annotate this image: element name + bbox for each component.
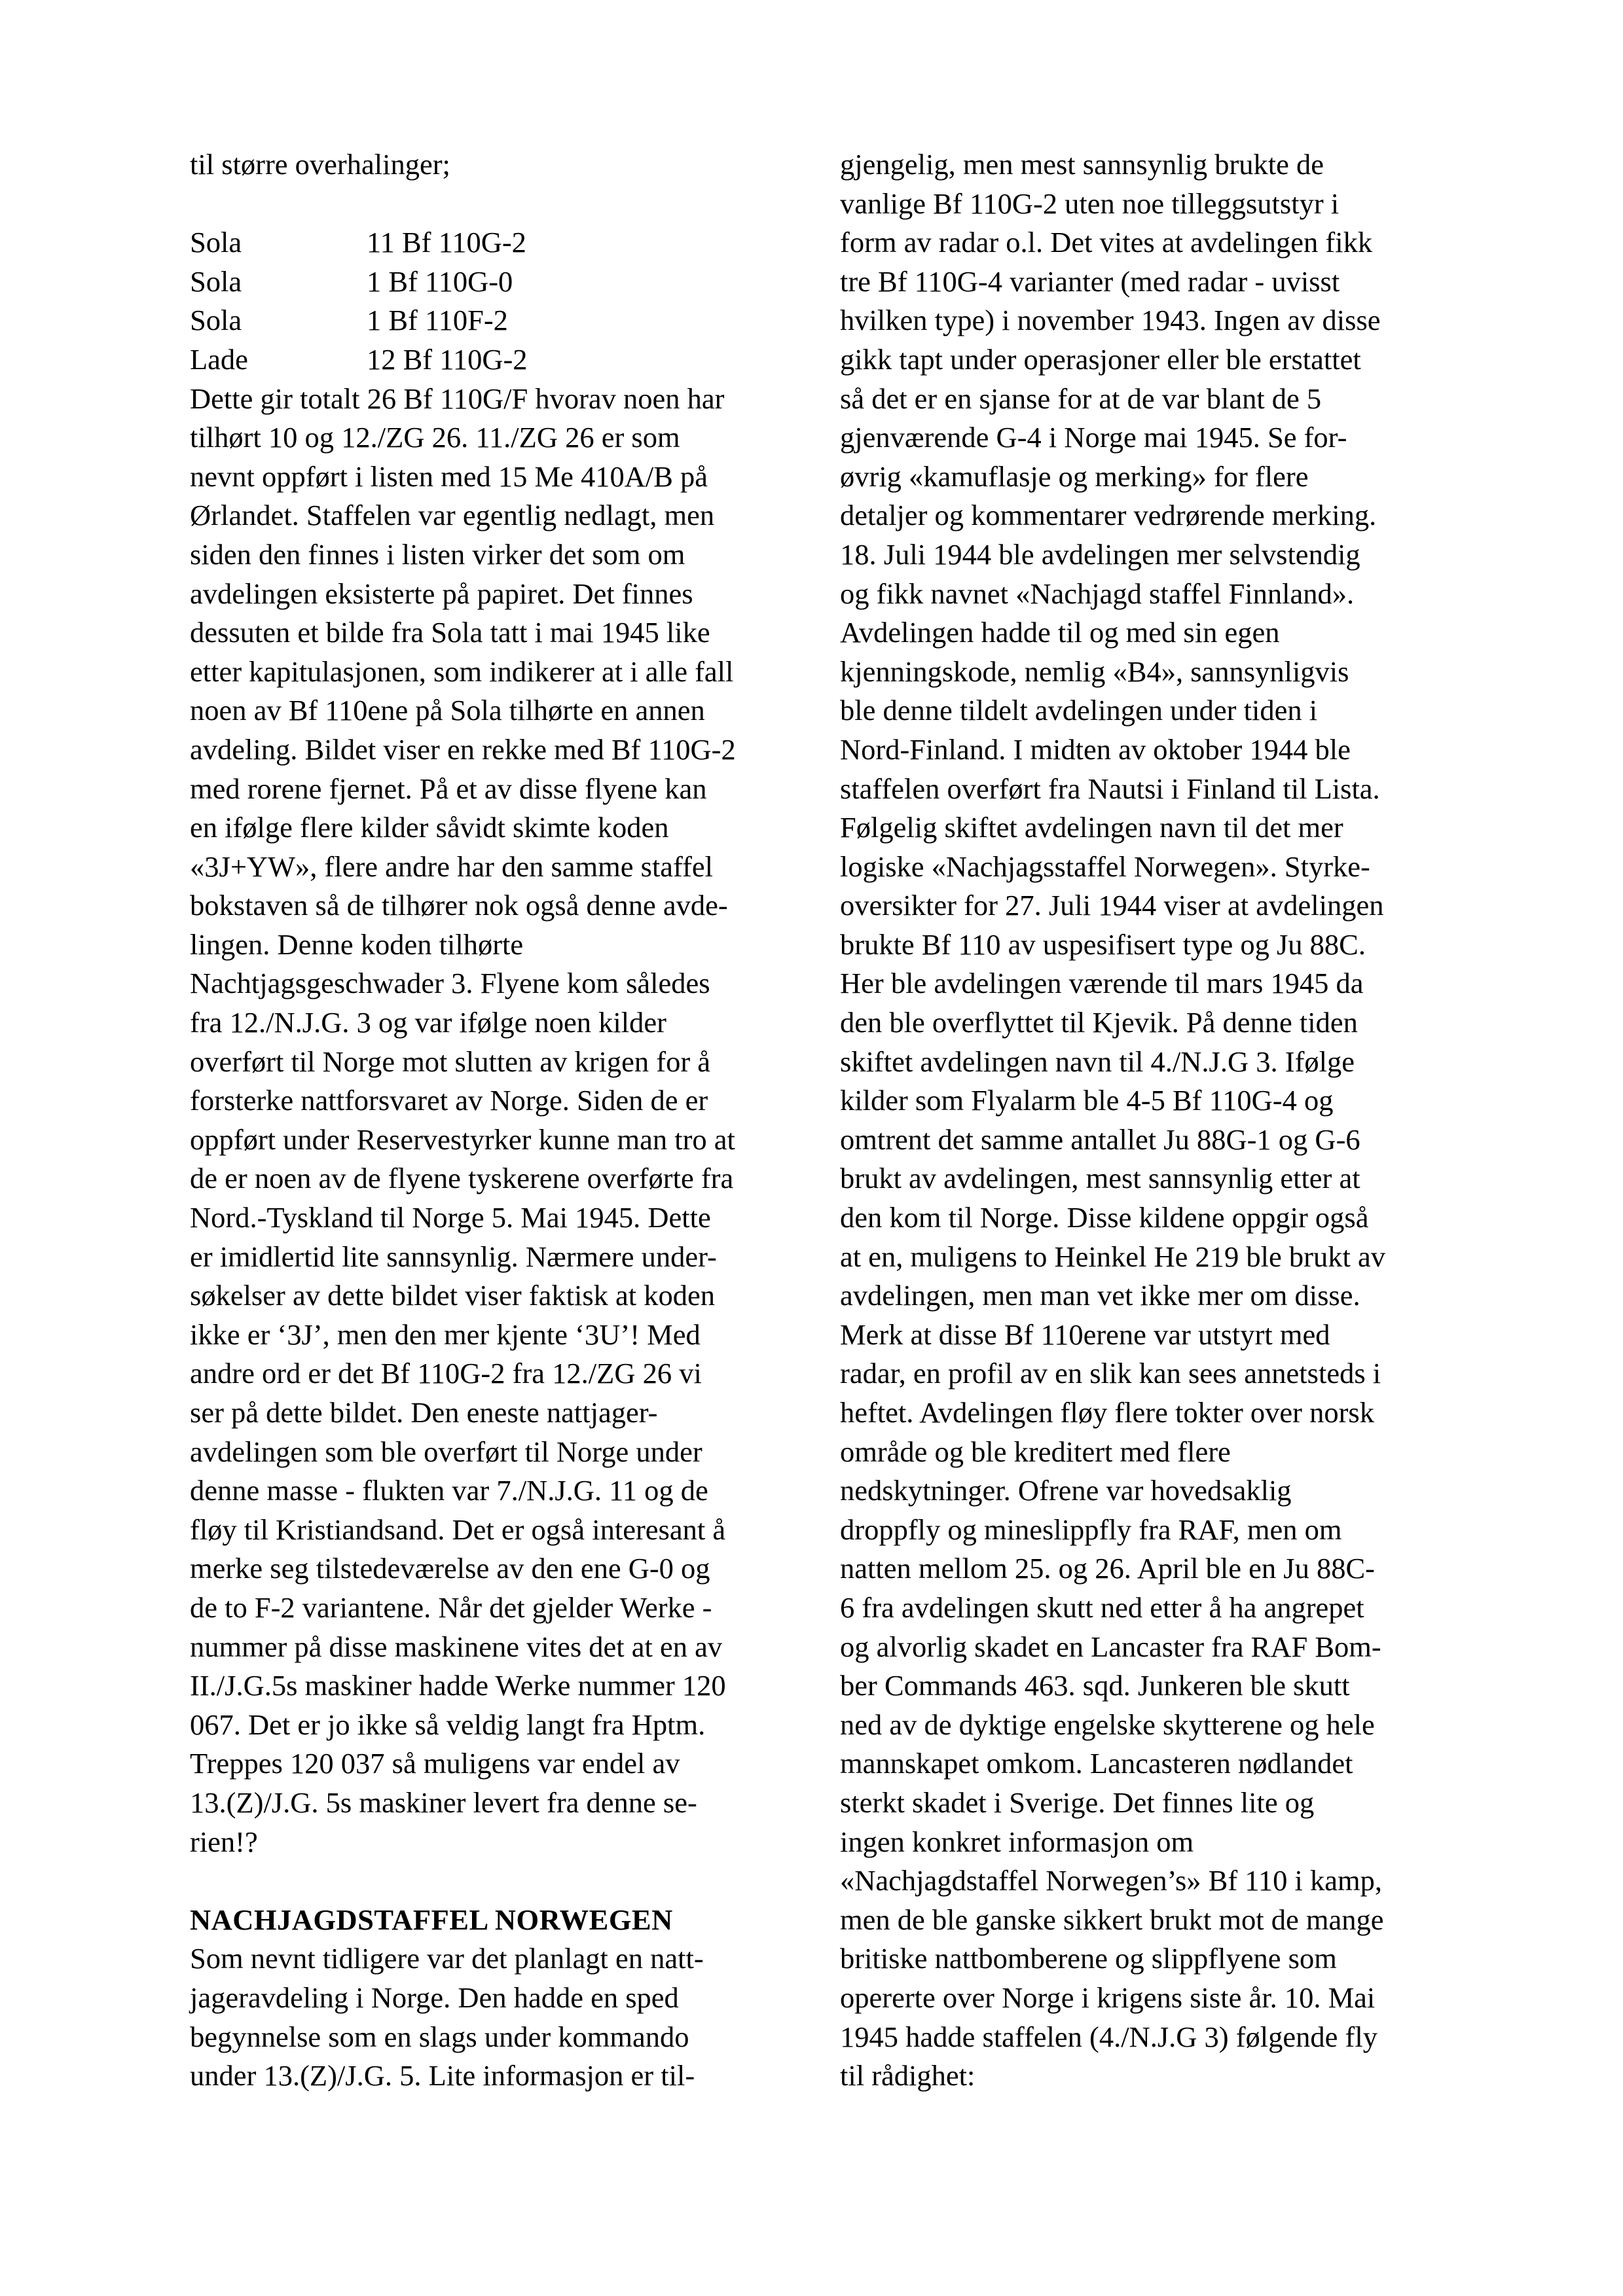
text-line: brukt av avdelingen, mest sannsynlig etter at	[840, 1162, 1360, 1195]
text-line: gjenværende G-4 i Norge mai 1945. Se for-	[840, 421, 1347, 454]
text-line: tilhørt 10 og 12./ZG 26. 11./ZG 26 er som	[190, 421, 680, 454]
left-column	[190, 145, 805, 2096]
text-line: nedskytninger. Ofrene var hovedsaklig	[840, 1474, 1292, 1507]
text-line: kjenningskode, nemlig «B4», sannsynligvis	[840, 655, 1349, 688]
text-line: «3J+YW», flere andre har den samme staffel	[190, 850, 714, 883]
text-line: under 13.(Z)/J.G. 5. Lite informasjon er til-	[190, 2059, 695, 2092]
section-paragraph	[190, 1939, 805, 2095]
text-line: med rorene fjernet. På et av disse flyene kan	[190, 772, 707, 805]
aircraft-count: 11 Bf 110G-2	[367, 226, 526, 259]
aircraft-count: 1 Bf 110F-2	[367, 304, 508, 337]
text-line: opererte over Norge i krigens siste år. 10. Mai	[840, 1981, 1376, 2014]
airbase-name: Sola	[190, 264, 242, 298]
text-line: rien!?	[190, 1825, 258, 1858]
text-line: avdelingen, men man vet ikke mer om disse.	[840, 1279, 1360, 1312]
text-line: II./J.G.5s maskiner hadde Werke nummer 120	[190, 1669, 726, 1702]
text-line: fløy til Kristiandsand. Det er også interesant å	[190, 1513, 726, 1546]
text-line: og alvorlig skadet en Lancaster fra RAF Bom-	[840, 1630, 1381, 1663]
text-line: Ørlandet. Staffelen var egentlig nedlagt, men	[190, 499, 715, 532]
text-line: Avdelingen hadde til og med sin egen	[840, 616, 1280, 649]
text-line: merke seg tilstedeværelse av den ene G-0 og	[190, 1552, 710, 1585]
text-line: etter kapitulasjonen, som indikerer at i alle fall	[190, 655, 734, 688]
text-line: form av radar o.l. Det vites at avdelingen fikk	[840, 226, 1373, 259]
text-line: en ifølge flere kilder såvidt skimte koden	[190, 811, 669, 844]
spacer	[190, 1861, 805, 1901]
text-line: natten mellom 25. og 26. April ble en Ju 88C-	[840, 1552, 1375, 1585]
intro-line: til større overhalinger;	[190, 148, 450, 181]
text-line: «Nachjagdstaffel Norwegen’s» Bf 110 i kamp,	[840, 1864, 1382, 1897]
text-line: andre ord er det Bf 110G-2 fra 12./ZG 26 vi	[190, 1357, 702, 1390]
text-line: men de ble ganske sikkert brukt mot de mange	[840, 1903, 1384, 1936]
airbase-name: Sola	[190, 226, 242, 259]
right-column	[840, 145, 1455, 2096]
text-line: hvilken type) i november 1943. Ingen av disse	[840, 304, 1381, 337]
text-line: vanlige Bf 110G-2 uten noe tilleggsutstyr i	[840, 187, 1340, 220]
text-line: den kom til Norge. Disse kildene oppgir også	[840, 1201, 1369, 1234]
text-line: radar, en profil av en slik kan sees annetsteds i	[840, 1357, 1381, 1390]
text-line: Merk at disse Bf 110erene var utstyrt med	[840, 1318, 1330, 1351]
text-line: er imidlertid lite sannsynlig. Nærmere under-	[190, 1240, 717, 1273]
text-line: detaljer og kommentarer vedrørende merking.	[840, 499, 1377, 532]
text-line: droppfly og mineslippfly fra RAF, men om	[840, 1513, 1342, 1546]
text-line: avdeling. Bildet viser en rekke med Bf 110G-2	[190, 732, 736, 766]
text-line: øvrig «kamuflasje og merking» for flere	[840, 459, 1309, 493]
airbase-list	[190, 223, 805, 379]
text-line: Dette gir totalt 26 Bf 110G/F hvorav noen har	[190, 382, 725, 415]
body-paragraph	[190, 380, 805, 1862]
aircraft-count: 12 Bf 110G-2	[367, 342, 528, 376]
text-line: oversikter for 27. Juli 1944 viser at avdelingen	[840, 889, 1384, 922]
text-line: avdelingen eksisterte på papiret. Det finnes	[190, 577, 693, 610]
text-line: logiske «Nachjagsstaffel Norwegen». Styrke-	[840, 850, 1370, 883]
text-line: dessuten et bilde fra Sola tatt i mai 1945 like	[190, 616, 710, 649]
text-line: ber Commands 463. sqd. Junkeren ble skutt	[840, 1669, 1350, 1702]
text-line: ingen konkret informasjon om	[840, 1825, 1194, 1858]
text-line: siden den finnes i listen virker det som om	[190, 537, 685, 571]
airbase-row	[190, 262, 805, 302]
airbase-name: Lade	[190, 342, 248, 376]
text-line: 13.(Z)/J.G. 5s maskiner levert fra denne se-	[190, 1785, 697, 1819]
body-paragraph	[840, 145, 1455, 2096]
text-line: avdelingen som ble overført til Norge under	[190, 1435, 702, 1468]
text-line: overført til Norge mot slutten av krigen for å	[190, 1045, 711, 1078]
text-line: omtrent det samme antallet Ju 88G-1 og G-6	[840, 1122, 1360, 1156]
text-line: britiske nattbomberene og slippflyene som	[840, 1942, 1337, 1975]
text-line: til rådighet:	[840, 2059, 976, 2092]
text-line: staffelen overført fra Nautsi i Finland til Lista.	[840, 772, 1380, 805]
text-line: 6 fra avdelingen skutt ned etter å ha angrepet	[840, 1590, 1364, 1624]
text-line: nummer på disse maskinene vites det at en av	[190, 1630, 723, 1663]
text-line: kilder som Flyalarm ble 4-5 Bf 110G-4 og	[840, 1084, 1334, 1117]
text-line: begynnelse som en slags under kommando	[190, 2020, 689, 2053]
text-line: ikke er ‘3J’, men den mer kjente ‘3U’! Med	[190, 1318, 701, 1351]
text-line: jageravdeling i Norge. Den hadde en sped	[190, 1981, 679, 2014]
text-line: 18. Juli 1944 ble avdelingen mer selvstendig	[840, 537, 1360, 571]
airbase-name: Sola	[190, 304, 242, 337]
text-line: nevnt oppført i listen med 15 Me 410A/B på	[190, 459, 708, 493]
text-line: gikk tapt under operasjoner eller ble erstattet	[840, 342, 1361, 376]
spacer	[190, 185, 805, 224]
text-line: søkelser av dette bildet viser faktisk at koden	[190, 1279, 715, 1312]
section-heading: NACHJAGDSTAFFEL NORWEGEN	[190, 1903, 673, 1936]
text-line: 1945 hadde staffelen (4./N.J.G 3) følgende fly	[840, 2020, 1377, 2053]
airbase-row	[190, 223, 805, 262]
text-line: at en, muligens to Heinkel He 219 ble brukt av	[840, 1240, 1385, 1273]
text-line: de er noen av de flyene tyskerene overførte fra	[190, 1162, 734, 1195]
text-line: heftet. Avdelingen fløy flere tokter over norsk	[840, 1396, 1374, 1429]
text-line: Følgelig skiftet avdelingen navn til det mer	[840, 811, 1343, 844]
text-line: ble denne tildelt avdelingen under tiden i	[840, 694, 1318, 727]
text-line: Her ble avdelingen værende til mars 1945 da	[840, 967, 1364, 1000]
text-line: 067. Det er jo ikke så veldig langt fra Hptm.	[190, 1708, 706, 1741]
text-line: brukte Bf 110 av uspesifisert type og Ju 88C.	[840, 927, 1366, 961]
text-line: forsterke nattforsvaret av Norge. Siden de er	[190, 1084, 708, 1117]
text-line: sterkt skadet i Sverige. Det finnes lite og	[840, 1785, 1315, 1819]
text-line: oppført under Reservestyrker kunne man tro at	[190, 1122, 735, 1156]
text-line: den ble overflyttet til Kjevik. På denne tiden	[840, 1006, 1358, 1039]
text-line: noen av Bf 110ene på Sola tilhørte en annen	[190, 694, 705, 727]
text-line: Nord.-Tyskland til Norge 5. Mai 1945. Dette	[190, 1201, 711, 1234]
text-line: gjengelig, men mest sannsynlig brukte de	[840, 148, 1324, 181]
text-line: ned av de dyktige engelske skytterene og hele	[840, 1708, 1375, 1741]
text-line: denne masse - flukten var 7./N.J.G. 11 og de	[190, 1474, 708, 1507]
text-line: skiftet avdelingen navn til 4./N.J.G 3. Ifølge	[840, 1045, 1355, 1078]
text-line: og fikk navnet «Nachjagd staffel Finnland».	[840, 577, 1355, 610]
text-line: område og ble kreditert med flere	[840, 1435, 1231, 1468]
text-line: fra 12./N.J.G. 3 og var ifølge noen kilder	[190, 1006, 666, 1039]
aircraft-count: 1 Bf 110G-0	[367, 264, 513, 298]
text-line: Nord-Finland. I midten av oktober 1944 ble	[840, 732, 1351, 766]
text-line: bokstaven så de tilhører nok også denne avde-	[190, 889, 728, 922]
text-line: de to F-2 variantene. Når det gjelder Werke -	[190, 1590, 712, 1624]
text-line: Som nevnt tidligere var det planlagt en natt-	[190, 1942, 704, 1975]
airbase-row	[190, 301, 805, 340]
text-line: Nachtjagsgeschwader 3. Flyene kom således	[190, 967, 710, 1000]
text-line: mannskapet omkom. Lancasteren nødlandet	[840, 1747, 1353, 1780]
text-line: tre Bf 110G-4 varianter (med radar - uvisst	[840, 264, 1340, 298]
text-line: Treppes 120 037 så muligens var endel av	[190, 1747, 680, 1780]
text-line: så det er en sjanse for at de var blant de 5	[840, 382, 1322, 415]
text-line: ser på dette bildet. Den eneste nattjager-	[190, 1396, 658, 1429]
text-line: lingen. Denne koden tilhørte	[190, 927, 524, 961]
airbase-row	[190, 340, 805, 380]
